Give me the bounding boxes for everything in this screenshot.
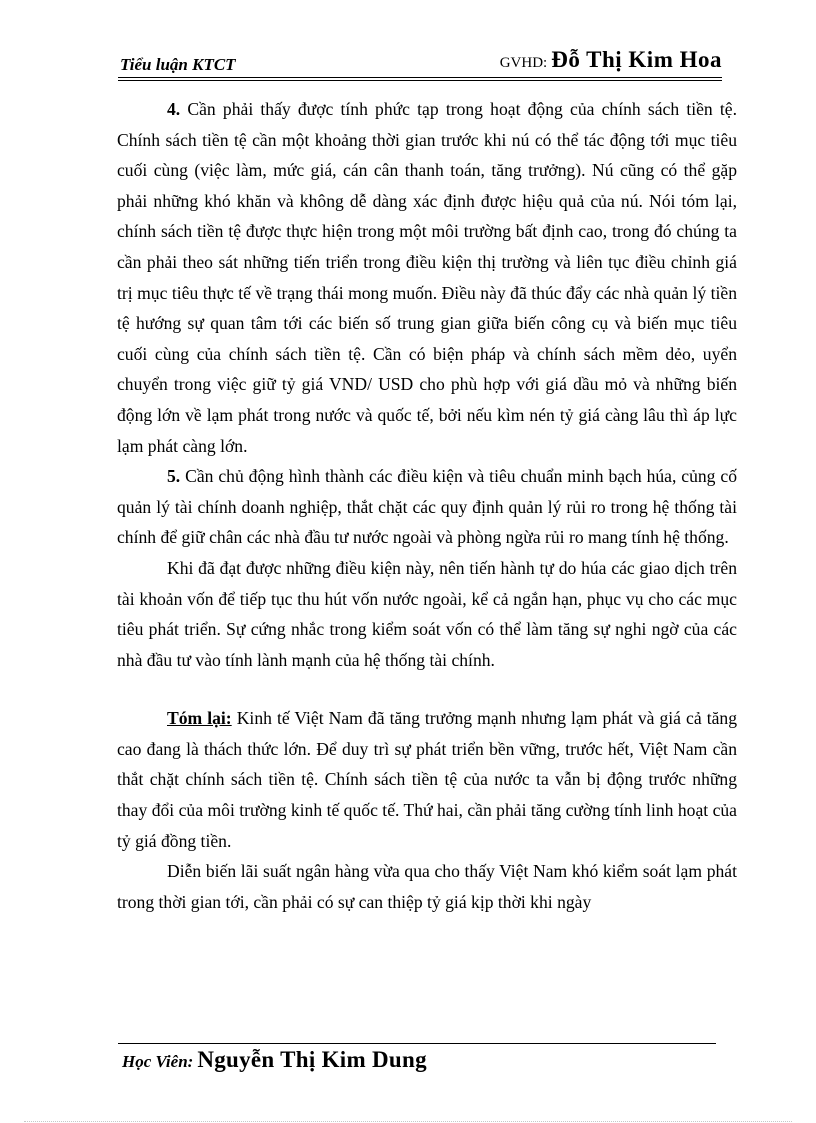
paragraph-4 [117,94,737,461]
header-divider [118,77,722,81]
page-header [118,47,722,77]
paragraph-liberalization: Khi đã đạt được những điều kiện này, nên tiến hành tự do húa các giao dịch trên tài khoản vốn để tiếp tục thu hút vốn nước ngoài, kể cả ngắn hạn, phục vụ cho các mục tiêu phát triển. Sự cứng nhắc trong kiểm soát vốn có thể làm tăng sự nghi ngờ của các nhà đầu tư vào tính lành mạnh của hệ thống tài chính. [117,557,737,670]
paragraph-summary [117,703,737,856]
instructor-label: GVHD: [499,55,548,71]
paragraph-text: Cần chủ động hình thành các điều kiện và tiêu chuẩn minh bạch húa, củng cố quản lý tài chính doanh nghiệp, thắt chặt các quy định quản lý rủi ro trong hệ thống tài chính để giữ chân các nhà đầu tư nước ngoài và phòng ngừa rủi ro mang tính hệ thống. [117,466,737,548]
footer-divider [118,1043,716,1044]
paragraph-text: Cần phải thấy được tính phức tạp trong hoạt động của chính sách tiền tệ. Chính sách tiền tệ cần một khoảng thời gian trước khi nú có thể tác động tới mục tiêu cuối cùng (việc làm, mức giá, cán cân thanh toán, tăng trưởng). Nú cũng có thể gặp phải những khó khăn và không dễ dàng xác định được hiệu quả của nú. Nói tóm lại, chính sách tiền tệ được thực hiện trong một môi trường bất định cao, trong đó chúng ta cần phải theo sát những tiến triển trong điều kiện thị trường và liên tục điều chỉnh giá trị mục tiêu thực tế về trạng thái mong muốn. Điều này đã thúc đẩy các nhà quản lý tiền tệ hướng sự quan tâm tới các biến số trung gian giữa biến công cụ và biến mục tiêu cuối cùng của chính sách tiền tệ. Cần có biện pháp và chính sách mềm dẻo, uyển chuyển trong việc giữ tỷ giá VND/ USD cho phù hợp với giá dầu mỏ và những biến động lớn về lạm phát trong nước và quốc tế, bởi nếu kìm nén tỷ giá càng lâu thì áp lực lạm phát càng lớn. [117,99,737,456]
page-footer [122,1047,427,1073]
summary-label: Tóm lại: [167,708,232,729]
document-title: Tiểu luận KTCT [120,55,236,74]
paragraph-interest-rate: Diễn biến lãi suất ngân hàng vừa qua cho thấy Việt Nam khó kiểm soát lạm phát trong thời gian tới, cần phải có sự can thiệp tỷ giá kịp thời khi ngày [117,861,737,912]
page-edge [24,1121,792,1122]
instructor-info [500,47,722,73]
page-body [117,94,737,917]
student-label: Học Viên: [122,1052,194,1071]
instructor-name: Đỗ Thị Kim Hoa [551,47,722,72]
paragraph-text: Kinh tế Việt Nam đã tăng trưởng mạnh nhưng lạm phát và giá cả tăng cao đang là thách thức lớn. Để duy trì sự phát triển bền vững, trước hết, Việt Nam cần thắt chặt chính sách tiền tệ. Chính sách tiền tệ của nước ta vẫn bị động trước những thay đổi của môi trường kinh tế quốc tế. Thứ hai, cần phải tăng cường tính linh hoạt của tỷ giá đồng tiền. [117,708,737,851]
paragraph-number: 5. [167,466,181,487]
student-name: Nguyễn Thị Kim Dung [197,1047,427,1072]
paragraph-5 [117,461,737,553]
paragraph-number: 4. [167,99,181,119]
